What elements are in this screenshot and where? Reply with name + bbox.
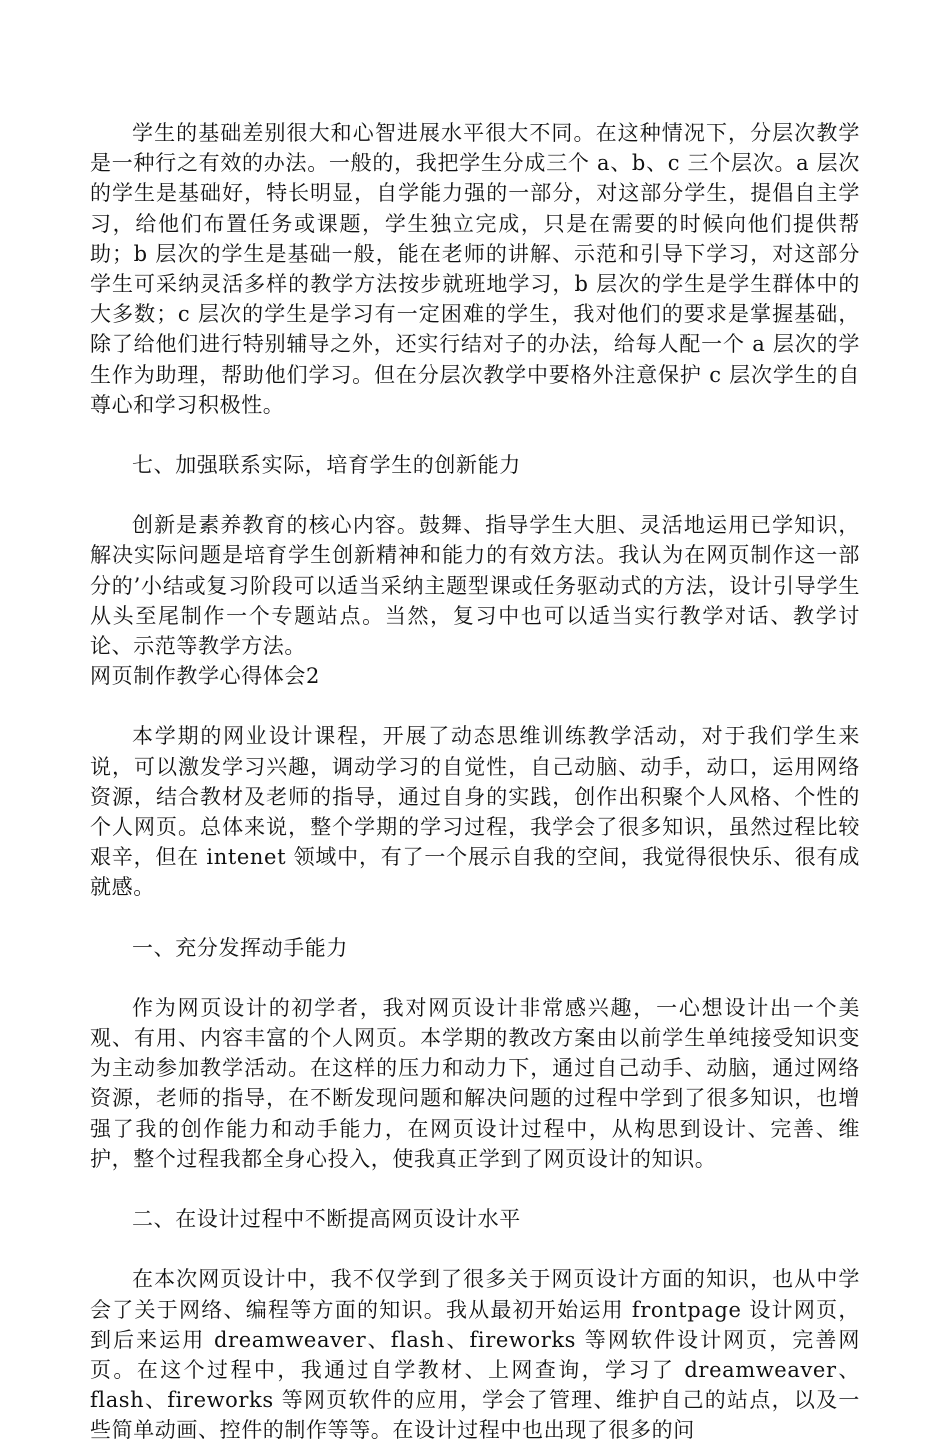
paragraph-layered-teaching: 学生的基础差别很大和心智进展水平很大不同。在这种情况下，分层次教学是一种行之有效的办法。一般的，我把学生分成三个 a、b、c 三个层次。a 层次的学生是基础好，特长明显，自学能力强的一部分，对这部分学生，提倡自主学习，给他们布置任务或课题，学生独立完成，只是在需要的时候向他们提供帮助；b 层次的学生是基础一般，能在老师的讲解、示范和引导下学习，对这部分学生可采纳灵活多样的教学方法按步就班地学习，b 层次的学生是学生群体中的大多数；c 层次的学生是学习有一定困难的学生，我对他们的要求是掌握基础，除了给他们进行特别辅导之外，还实行结对子的办法，给每人配一个 a 层次的学生作为助理，帮助他们学习。但在分层次教学中要格外注意保护 c 层次学生的自尊心和学习积极性。: [90, 121, 860, 417]
section-heading-seven: 七、加强联系实际，培育学生的创新能力: [132, 453, 521, 478]
spacer: [90, 480, 860, 510]
spacer: [90, 1234, 860, 1264]
spacer: [90, 903, 860, 933]
spacer: [90, 1174, 860, 1204]
paragraph-semester-course: 本学期的网业设计课程，开展了动态思维训练教学活动，对于我们学生来说，可以激发学习兴趣，调动学习的自觉性，自己动脑、动手，动口，运用网络资源，结合教材及老师的指导，通过自身的实践，创作出积聚个人风格、个性的个人网页。总体来说，整个学期的学习过程，我学会了很多知识，虽然过程比较艰辛，但在 intenet 领域中，有了一个展示自我的空间，我觉得很快乐、很有成就感。: [90, 724, 860, 900]
document-page: [90, 118, 860, 1446]
paragraph-design-process: 在本次网页设计中，我不仅学到了很多关于网页设计方面的知识，也从中学会了关于网络、编程等方面的知识。我从最初开始运用 frontpage 设计网页，到后来运用 dreamweaver、flash、fireworks 等网软件设计网页，完善网页。在这个过程中，我通过自学教材、上网查询，学习了 dreamweaver、flash、fireworks 等网页软件的应用，学会了管理、维护自己的站点，以及一些简单动画、控件的制作等等。在设计过程中也出现了很多的问: [90, 1267, 860, 1443]
section-heading-two: 二、在设计过程中不断提高网页设计水平: [132, 1207, 521, 1232]
spacer: [90, 420, 860, 450]
paragraph-hands-on: 作为网页设计的初学者，我对网页设计非常感兴趣，一心想设计出一个美观、有用、内容丰富的个人网页。本学期的教改方案由以前学生单纯接受知识变为主动参加教学活动。在这样的压力和动力下，通过自己动手、动脑，通过网络资源，老师的指导，在不断发现问题和解决问题的过程中学到了很多知识，也增强了我的创作能力和动手能力，在网页设计过程中，从构思到设计、完善、维护，整个过程我都全身心投入，使我真正学到了网页设计的知识。: [90, 995, 860, 1171]
document-title-2: 网页制作教学心得体会2: [90, 664, 320, 689]
paragraph-innovation: 创新是素养教育的核心内容。鼓舞、指导学生大胆、灵活地运用已学知识，解决实际问题是培育学生创新精神和能力的有效方法。我认为在网页制作这一部分的’小结或复习阶段可以适当采纳主题型课或任务驱动式的方法，设计引导学生从头至尾制作一个专题站点。当然，复习中也可以适当实行教学对话、教学讨论、示范等教学方法。: [90, 513, 860, 659]
spacer: [90, 963, 860, 993]
spacer: [90, 691, 860, 721]
section-heading-one: 一、充分发挥动手能力: [132, 935, 348, 960]
